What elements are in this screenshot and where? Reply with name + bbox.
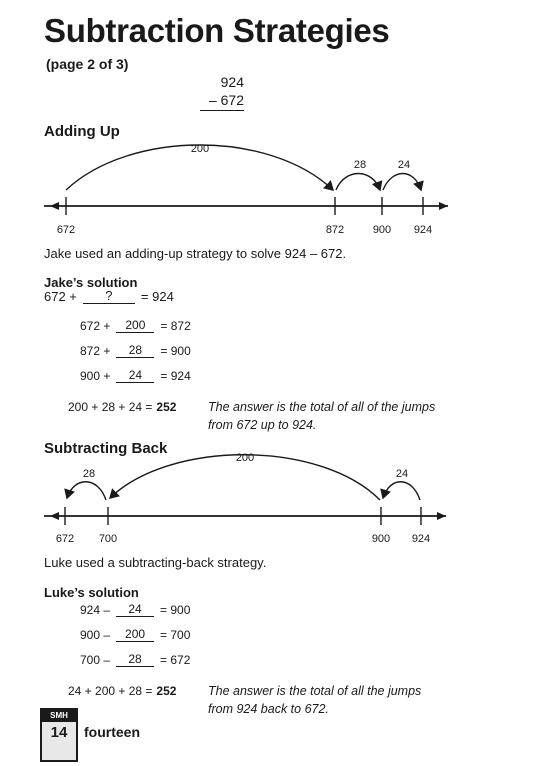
jake-step-row <box>80 343 191 358</box>
step-blank: 24 <box>116 602 154 617</box>
step-operand: 700 – <box>80 653 111 667</box>
axis-arrow-right <box>439 202 448 210</box>
axis-arrow-left <box>50 202 59 210</box>
step-result: = 924 <box>160 369 191 383</box>
total-expression: 200 + 28 + 24 = <box>68 400 153 414</box>
badge-label: SMH <box>42 710 76 722</box>
jump-arc-24 <box>383 482 420 500</box>
tick-label: 900 <box>371 533 391 545</box>
jake-note <box>208 398 435 434</box>
jump-label: 24 <box>397 159 411 171</box>
tick-label: 900 <box>372 224 392 236</box>
subtracting-back-description: Luke used a subtracting-back strategy. <box>44 555 267 570</box>
minuend: 924 <box>220 74 244 90</box>
page-word: fourteen <box>84 724 140 740</box>
jump-label: 200 <box>190 143 210 155</box>
subtracting-back-heading: Subtracting Back <box>44 440 168 457</box>
total-result: 252 <box>156 684 177 698</box>
adding-up-number-line <box>44 143 448 236</box>
page-title: Subtraction Strategies <box>44 12 390 49</box>
adding-up-heading: Adding Up <box>44 123 120 140</box>
page-number: 14 <box>50 724 68 741</box>
tick-label: 672 <box>56 224 76 236</box>
jump-arc-28 <box>67 482 106 500</box>
step-blank: 24 <box>116 368 154 383</box>
subtracting-back-number-line <box>44 452 446 545</box>
step-result: = 900 <box>160 603 191 617</box>
step-operand: 900 + <box>80 369 111 383</box>
step-result: = 700 <box>160 628 191 642</box>
luke-step-row <box>80 602 190 617</box>
tick-label: 700 <box>98 533 118 545</box>
lukes-solution-heading: Luke’s solution <box>44 585 139 600</box>
tick-label: 924 <box>411 533 431 545</box>
axis-arrow-left <box>50 512 59 520</box>
note-line: The answer is the total of all the jumps <box>208 684 422 698</box>
adding-up-description: Jake used an adding-up strategy to solve 924 – 672. <box>44 246 347 261</box>
step-blank: 28 <box>116 652 154 667</box>
step-operand: 672 + <box>80 319 111 333</box>
tick-label: 672 <box>55 533 75 545</box>
tick-label: 924 <box>413 224 433 236</box>
jake-step-row <box>80 368 191 383</box>
step-blank: 200 <box>116 627 154 642</box>
note-line: from 672 up to 924. <box>208 418 317 432</box>
step-operand: 900 – <box>80 628 111 642</box>
jump-arc-24 <box>383 174 421 191</box>
equation-left: 672 + <box>44 289 77 304</box>
note-line: The answer is the total of all of the jumps <box>208 400 436 414</box>
jake-total <box>68 400 176 414</box>
jump-label: 200 <box>235 452 255 464</box>
main-equation <box>44 289 174 304</box>
jakes-solution-heading: Jake’s solution <box>44 275 138 290</box>
smh-badge <box>40 708 78 762</box>
luke-step-row <box>80 652 190 667</box>
jump-label: 24 <box>395 468 409 480</box>
subtrahend: – 672 <box>208 92 244 108</box>
jump-arc-28 <box>336 174 380 191</box>
total-expression: 24 + 200 + 28 = <box>68 684 153 698</box>
step-result: = 872 <box>160 319 191 333</box>
luke-step-row <box>80 627 190 642</box>
luke-total <box>68 684 176 698</box>
page-subtitle: (page 2 of 3) <box>46 56 129 72</box>
note-line: from 924 back to 672. <box>208 702 329 716</box>
jump-label: 28 <box>82 468 96 480</box>
tick-label: 872 <box>325 224 345 236</box>
equation-right: = 924 <box>140 289 174 304</box>
step-operand: 924 – <box>80 603 111 617</box>
step-result: = 900 <box>160 344 191 358</box>
step-blank: 200 <box>116 318 154 333</box>
equation-blank: ? <box>83 289 135 304</box>
jake-step-row <box>80 318 191 333</box>
step-operand: 872 + <box>80 344 111 358</box>
step-result: = 672 <box>160 653 191 667</box>
axis-arrow-right <box>437 512 446 520</box>
total-result: 252 <box>156 400 177 414</box>
luke-note <box>208 682 421 718</box>
jump-label: 28 <box>353 159 367 171</box>
step-blank: 28 <box>116 343 154 358</box>
